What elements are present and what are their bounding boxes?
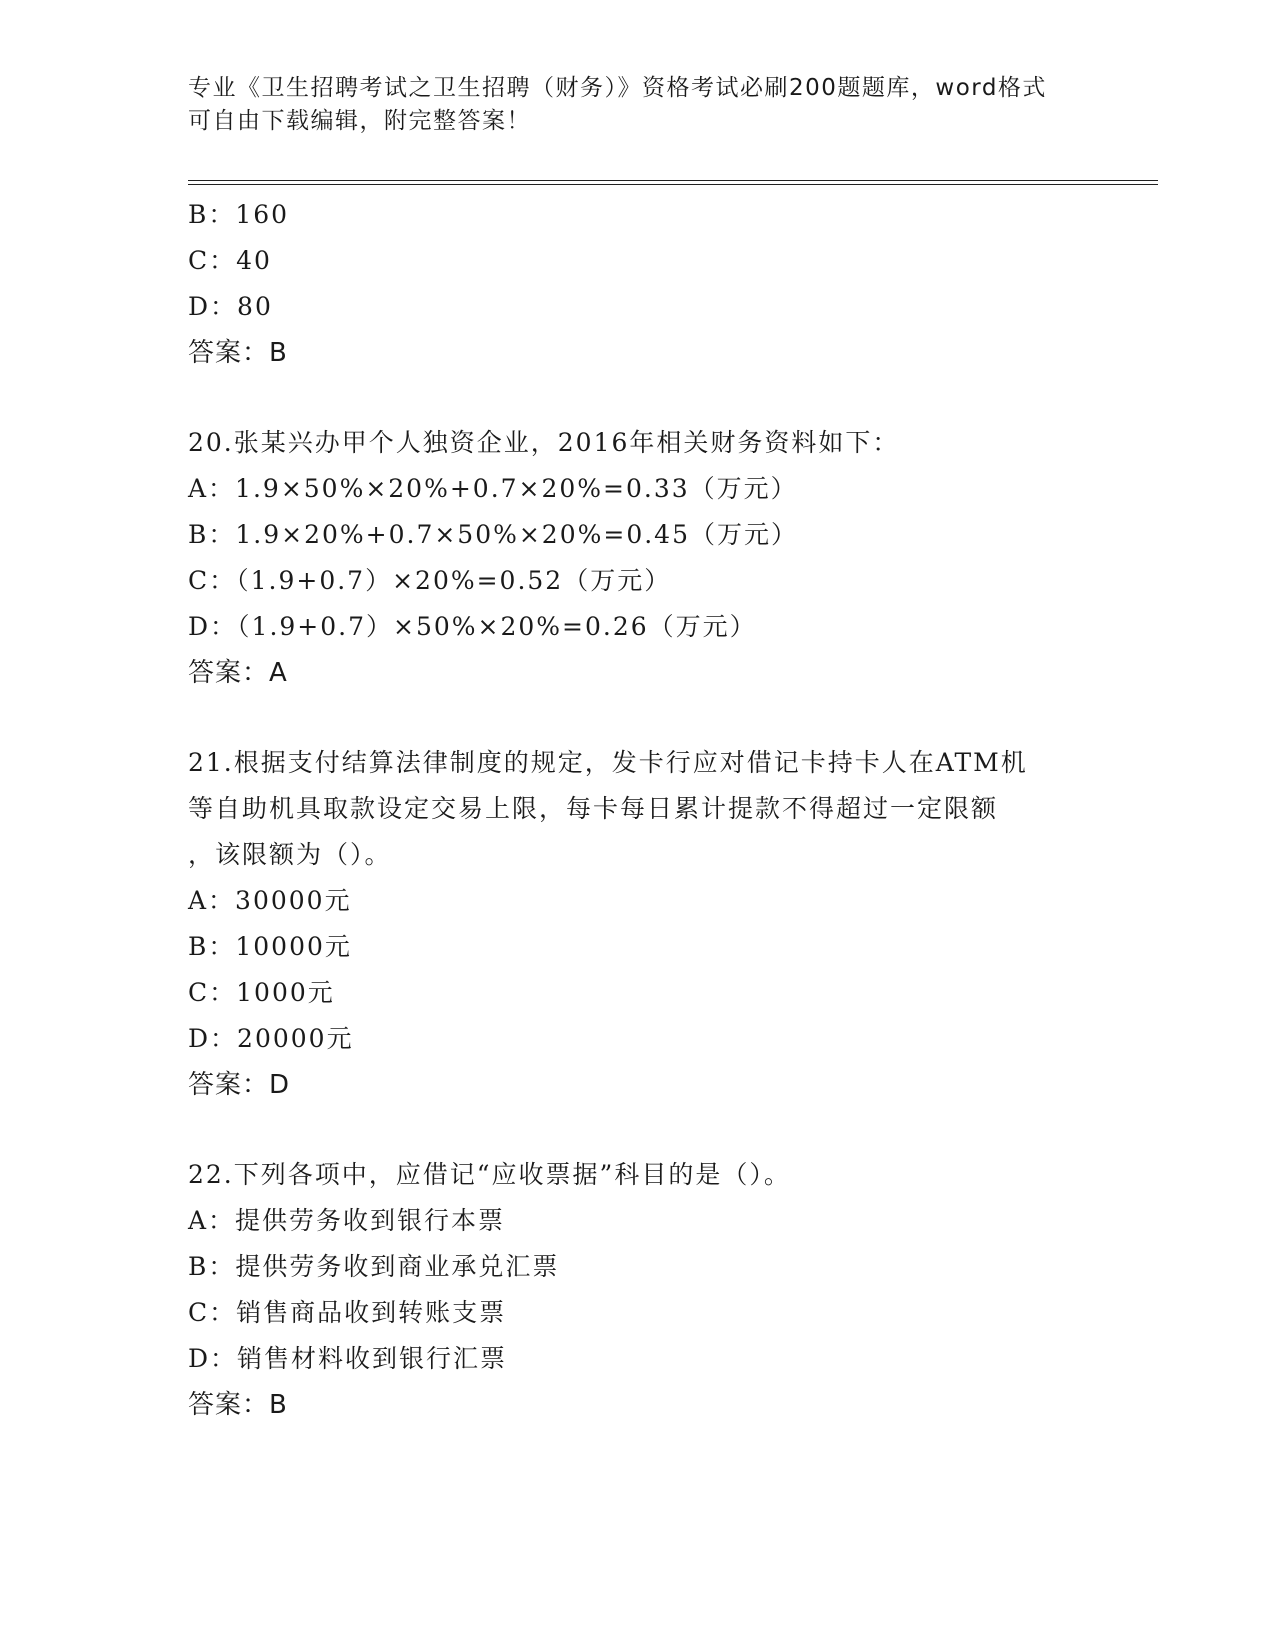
option-a: A：1.9×50%×20%+0.7×20%=0.33（万元） xyxy=(188,474,798,503)
question-21 xyxy=(188,740,1088,1108)
option-d: D：（1.9+0.7）×50%×20%=0.26（万元） xyxy=(188,612,757,641)
document-body xyxy=(188,192,1088,1428)
option-b: B：提供劳务收到商业承兑汇票 xyxy=(188,1252,560,1281)
option-c: C：40 xyxy=(188,246,272,275)
answer-line: 答案：B xyxy=(188,1390,288,1420)
header-line-2: 可自由下载编辑，附完整答案！ xyxy=(188,108,531,134)
question-20 xyxy=(188,420,1088,696)
header-line-1: 专业《卫生招聘考试之卫生招聘（财务）》资格考试必刷200题题库，word格式 xyxy=(188,75,1047,101)
option-c: C：1000元 xyxy=(188,978,335,1007)
header-divider xyxy=(188,180,1158,185)
partial-question xyxy=(188,192,1088,376)
option-b: B：10000元 xyxy=(188,932,352,961)
option-a: A：30000元 xyxy=(188,886,352,915)
option-c: C：销售商品收到转账支票 xyxy=(188,1298,507,1327)
answer-line: 答案：B xyxy=(188,338,288,368)
option-d: D：80 xyxy=(188,292,273,321)
option-a: A：提供劳务收到银行本票 xyxy=(188,1206,506,1235)
answer-line: 答案：D xyxy=(188,1070,291,1100)
question-text-line-1: 21.根据支付结算法律制度的规定，发卡行应对借记卡持卡人在ATM机 xyxy=(188,748,1028,777)
option-b: B：1.9×20%+0.7×50%×20%=0.45（万元） xyxy=(188,520,798,549)
option-d: D：销售材料收到银行汇票 xyxy=(188,1344,508,1373)
question-text-line-2: 等自助机具取款设定交易上限，每卡每日累计提款不得超过一定限额 xyxy=(188,794,999,823)
answer-line: 答案：A xyxy=(188,658,288,688)
option-b: B：160 xyxy=(188,200,290,229)
option-d: D：20000元 xyxy=(188,1024,354,1053)
question-22 xyxy=(188,1152,1088,1428)
document-header xyxy=(188,72,1088,138)
option-c: C：（1.9+0.7）×20%=0.52（万元） xyxy=(188,566,672,595)
question-text-line-3: ，该限额为（）。 xyxy=(188,840,392,869)
question-text: 20.张某兴办甲个人独资企业，2016年相关财务资料如下： xyxy=(188,428,900,457)
question-text: 22.下列各项中，应借记“应收票据”科目的是（）。 xyxy=(188,1160,791,1189)
